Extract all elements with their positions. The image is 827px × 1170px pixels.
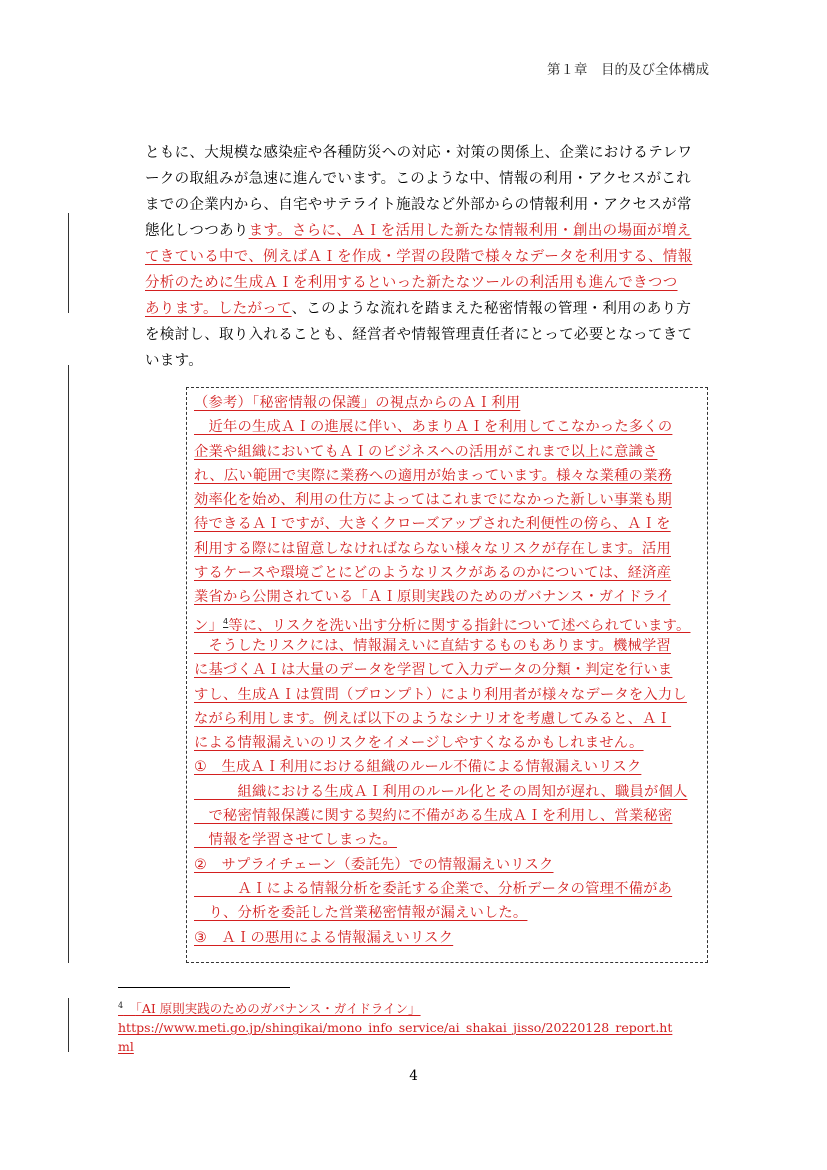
footnote-ref[interactable]: 4 <box>223 616 229 626</box>
paragraph-line: あります。したがって、このような流れを踏まえた秘密情報の管理・利用のあり方 <box>145 301 692 317</box>
revision-bar <box>68 213 69 313</box>
reference-line: 組織における生成ＡＩ利用のルール化とその周知が遅れ、職員が個人 <box>194 783 688 800</box>
footnote <box>118 996 718 1056</box>
revision-bar <box>68 365 69 963</box>
footnote-url-link[interactable]: https://www.meti.go.jp/shingikai/mono_info_service/ai_shakai_jisso/20220128_report.ht <box>118 1020 673 1036</box>
scenario-heading: ③ ＡＩの悪用による情報漏えいリスク <box>194 929 454 946</box>
scenario-heading: ① 生成ＡＩ利用における組織のルール不備による情報漏えいリスク <box>194 759 642 776</box>
footnote-url-link-cont[interactable]: ml <box>118 1039 134 1055</box>
reference-line: ながら利用します。例えば以下のようなシナリオを考慮してみると、ＡＩ <box>194 710 672 727</box>
reference-box-content <box>194 391 706 950</box>
footnote-number: 4 <box>118 1001 124 1010</box>
paragraph-line: ークの取組みが急速に進んでいます。このような中、情報の利用・アクセスがこれ <box>145 171 692 187</box>
revision-bar <box>68 998 69 1052</box>
paragraph-line: までの企業内から、自宅やサテライト施設など外部からの情報利用・アクセスが常 <box>145 197 692 213</box>
reference-line: ン」$^4$等に、リスクを洗い出す分析に関する指針について述べられています。 <box>194 616 691 634</box>
reference-box-title: （参考）「秘密情報の保護」の視点からのＡＩ利用 <box>194 395 521 411</box>
reference-line: に基づくＡＩは大量のデータを学習して入力データの分類・判定を行いま <box>194 662 673 679</box>
reference-line: 近年の生成ＡＩの進展に伴い、あまりＡＩを利用してこなかった多くの <box>194 419 673 436</box>
paragraph-line: てきている中で、例えばＡＩを作成・学習の段階で様々なデータを利用する、情報 <box>145 249 693 265</box>
reference-line: するケースや環境ごとにどのようなリスクがあるのかについては、経済産 <box>194 565 672 582</box>
reference-line: 情報を学習させてしまった。 <box>194 832 397 849</box>
paragraph-line: 分析のために生成ＡＩを利用するといった新たなツールの利活用も進んできつつ <box>145 275 678 291</box>
reference-line: による情報漏えいのリスクをイメージしやすくなるかもしれません。 <box>194 735 644 752</box>
reference-line: 利用する際には留意しなければならない様々なリスクが存在します。活用 <box>194 540 671 557</box>
reference-line: 待できるＡＩですが、大きくクローズアップされた利便性の傍ら、ＡＩを <box>194 516 671 533</box>
body-paragraph <box>145 140 715 374</box>
reference-line: そうしたリスクには、情報漏えいに直結するものもあります。機械学習 <box>194 637 671 654</box>
reference-line: 企業や組織においてもＡＩのビジネスへの活用がこれまで以上に意識さ <box>194 443 658 460</box>
chapter-header: 第１章 目的及び全体構成 <box>547 62 709 78</box>
reference-line: れ、広い範囲で実際に業務への適用が始まっています。様々な業種の業務 <box>194 467 673 484</box>
footnote-divider <box>118 987 290 988</box>
reference-line: 業省から公開されている「ＡＩ原則実践のためのガバナンス・ガイドライ <box>194 589 671 606</box>
reference-line: ＡＩによる情報分析を委託する企業で、分析データの管理不備があ <box>194 880 673 897</box>
footnote-title-line: $^4$ 「AI 原則実践のためのガバナンス・ガイドライン」 <box>118 1001 421 1017</box>
reference-box <box>186 387 708 963</box>
reference-line: で秘密情報保護に関する契約に不備がある生成ＡＩを利用し、営業秘密 <box>194 808 673 825</box>
page-number: 4 <box>409 1068 418 1084</box>
paragraph-line: ともに、大規模な感染症や各種防災への対応・対策の関係上、企業におけるテレワ <box>145 145 693 161</box>
reference-line: 効率化を始め、利用の仕方によってはこれまでになかった新しい事業も期 <box>194 492 672 509</box>
paragraph-line: を検討し、取り入れることも、経営者や情報管理責任者にとって必要となってきて <box>145 327 693 343</box>
scenario-heading: ② サプライチェーン（委託先）での情報漏えいリスク <box>194 856 554 873</box>
paragraph-line: 態化しつつあります。さらに、ＡＩを活用した新たな情報利用・創出の場面が増え <box>145 223 692 239</box>
reference-line: すし、生成ＡＩは質問（プロンプト）により利用者が様々なデータを入力し <box>194 686 687 703</box>
paragraph-line: います。 <box>145 353 204 369</box>
reference-line: り、分析を委託した営業秘密情報が漏えいした。 <box>194 905 528 922</box>
